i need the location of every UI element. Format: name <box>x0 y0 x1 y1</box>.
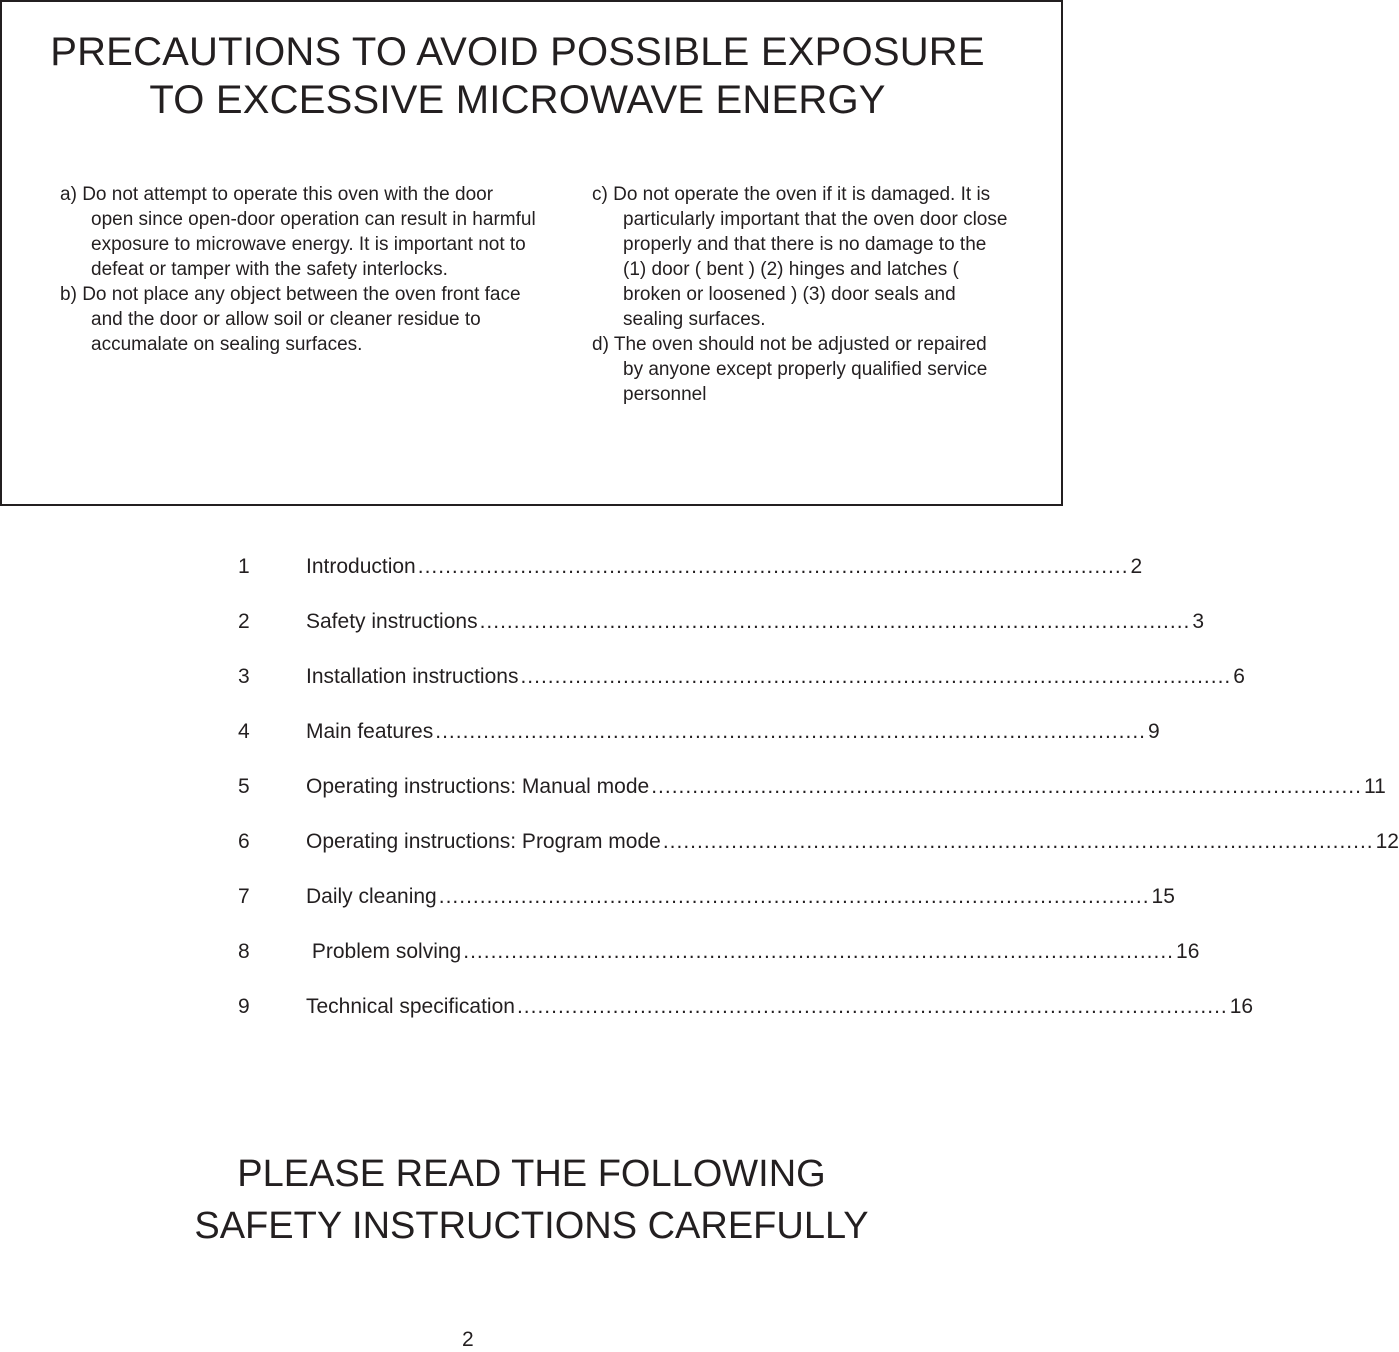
toc-number: 8 <box>238 940 250 963</box>
precaution-text: Do not place any object between the oven front face and the door or allow soil or cleaner residue to accumalate on sealing surfaces. <box>82 284 521 355</box>
precaution-text: The oven should not be adjusted or repaired by anyone except properly qualified service personnel <box>613 334 988 405</box>
toc-number: 7 <box>238 885 250 908</box>
toc-page: 9 <box>1148 720 1160 743</box>
toc-row[interactable] <box>238 720 1160 775</box>
toc-leader-dots: ........................................................................................................ <box>417 555 1129 578</box>
toc-page: 12 <box>1375 830 1399 853</box>
toc-page: 11 <box>1363 775 1386 798</box>
toc-leader-dots: ........................................................................................................ <box>516 995 1228 1018</box>
precautions-left-column <box>60 182 540 357</box>
toc-number: 2 <box>238 610 250 633</box>
safety-notice-line2: SAFETY INSTRUCTIONS CAREFULLY <box>194 1205 869 1247</box>
safety-notice-title <box>0 1148 1063 1252</box>
toc-page: 2 <box>1130 555 1143 578</box>
precaution-item-d <box>592 332 1012 407</box>
toc-title: Installation instructions <box>306 665 519 688</box>
toc-title: Safety instructions <box>306 610 478 633</box>
toc-number: 5 <box>238 775 250 798</box>
precautions-title <box>2 28 1033 124</box>
toc-title: Main features <box>306 720 434 743</box>
toc-title: Operating instructions: Program mode <box>306 830 661 853</box>
toc-page: 3 <box>1192 610 1205 633</box>
toc-row[interactable] <box>238 665 1245 720</box>
precaution-item-c <box>592 182 1012 332</box>
toc-leader-dots: ........................................................................................................ <box>662 830 1374 853</box>
toc-number: 3 <box>238 665 250 688</box>
toc-title: Technical specification <box>306 995 515 1018</box>
precaution-label: b) <box>60 284 77 305</box>
toc-page: 15 <box>1151 885 1175 908</box>
toc-number: 6 <box>238 830 250 853</box>
toc-leader-dots: ........................................................................................................ <box>435 720 1147 743</box>
toc-row[interactable] <box>238 995 1254 1050</box>
precautions-right-column <box>592 182 1012 407</box>
toc-row[interactable] <box>238 830 1399 885</box>
precaution-label: d) <box>592 334 609 355</box>
toc-leader-dots: ........................................................................................................ <box>463 940 1175 963</box>
toc-number: 1 <box>238 555 250 578</box>
toc-page: 16 <box>1176 940 1200 963</box>
page-number: 2 <box>462 1328 474 1351</box>
precautions-title-line2: TO EXCESSIVE MICROWAVE ENERGY <box>149 78 886 122</box>
toc-leader-dots: ........................................................................................................ <box>520 665 1232 688</box>
precautions-title-line1: PRECAUTIONS TO AVOID POSSIBLE EXPOSURE <box>50 30 985 74</box>
toc-title: Problem solving <box>306 940 462 963</box>
precaution-label: a) <box>60 184 77 205</box>
table-of-contents <box>238 555 1399 1050</box>
toc-title: Operating instructions: Manual mode <box>306 775 650 798</box>
toc-row[interactable] <box>238 885 1175 940</box>
precaution-text: Do not operate the oven if it is damaged. It is particularly important that the oven door close properly and that there is no damage to the (1) door ( bent ) (2) hinges and latches ( broken or loosened ) (3) door seals and sealing surfaces. <box>613 184 1008 330</box>
toc-title: Introduction <box>306 555 416 578</box>
toc-number: 9 <box>238 995 250 1018</box>
toc-number: 4 <box>238 720 250 743</box>
toc-page: 6 <box>1233 665 1245 688</box>
toc-title: Daily cleaning <box>306 885 437 908</box>
toc-leader-dots: ........................................................................................................ <box>438 885 1150 908</box>
precaution-label: c) <box>592 184 608 205</box>
toc-row[interactable] <box>238 610 1205 665</box>
precautions-box <box>0 0 1063 506</box>
toc-row[interactable] <box>238 555 1143 610</box>
toc-row[interactable] <box>238 775 1386 830</box>
precaution-text: Do not attempt to operate this oven with the door open since open-door operation can result in harmful exposure to microwave energy. It is important not to defeat or tamper with the safety interlocks. <box>82 184 536 280</box>
precaution-item-a <box>60 182 540 282</box>
toc-row[interactable] <box>238 940 1200 995</box>
toc-leader-dots: ........................................................................................................ <box>479 610 1191 633</box>
toc-leader-dots: ........................................................................................................ <box>651 775 1362 798</box>
toc-page: 16 <box>1229 995 1254 1018</box>
precaution-item-b <box>60 282 540 357</box>
safety-notice-line1: PLEASE READ THE FOLLOWING <box>237 1153 826 1195</box>
